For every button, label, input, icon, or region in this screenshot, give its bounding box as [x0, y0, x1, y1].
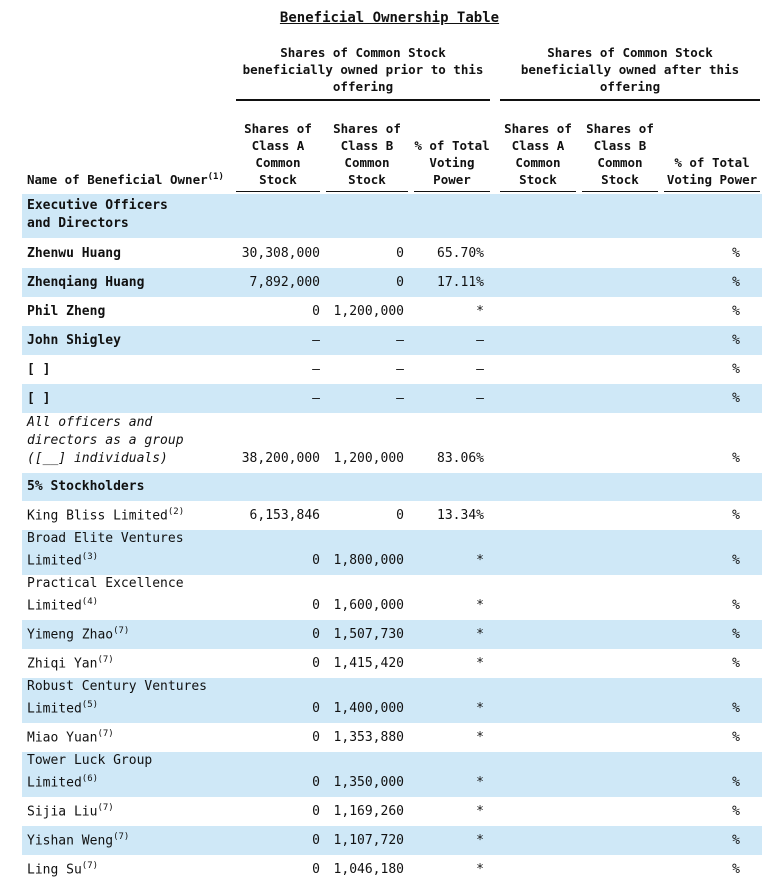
after-voting-power: %: [732, 304, 740, 319]
class-b-shares: 1,800,000: [333, 553, 404, 568]
after-voting-power: %: [732, 598, 740, 613]
table-row: [22, 194, 762, 238]
voting-power: *: [476, 304, 484, 319]
column-header-prior-voting: [414, 104, 490, 188]
table-body: [22, 194, 762, 884]
owner-name: [27, 622, 232, 644]
owner-header-note: (1): [207, 171, 224, 182]
table-row: [22, 326, 762, 355]
table-row: [22, 855, 762, 884]
group-header-prior: Shares of Common Stock beneficially owned prior to this offering: [242, 45, 484, 94]
voting-power: *: [476, 775, 484, 790]
after-voting-power: %: [732, 451, 740, 466]
footnote-ref: (7): [113, 625, 130, 636]
footnote-ref: (6): [81, 773, 99, 784]
voting-power: 83.06%: [437, 451, 484, 466]
after-voting-power: %: [732, 553, 740, 568]
owner-name-text: Phil Zheng: [27, 304, 106, 319]
column-header-after-class-b: [582, 104, 658, 188]
owner-name: [27, 651, 232, 673]
class-a-shares: 0: [312, 598, 320, 613]
owner-name: [27, 332, 232, 350]
class-a-shares: 38,200,000: [241, 451, 320, 466]
class-a-shares: —: [312, 362, 320, 377]
owner-name-text: King Bliss Limited: [27, 508, 168, 523]
after-voting-power: %: [732, 730, 740, 745]
voting-power: *: [476, 598, 484, 613]
class-a-shares: 0: [312, 701, 320, 716]
column-header-prior-class-a: [236, 104, 320, 188]
group-rule-after: [500, 99, 760, 101]
table-row: [22, 355, 762, 384]
column-header-owner: [27, 104, 227, 188]
prior-class-a-label: Shares of Class A Common Stock: [244, 121, 312, 187]
class-a-shares: —: [312, 391, 320, 406]
owner-name: [27, 274, 232, 292]
owner-name: [27, 478, 232, 496]
table-row: [22, 530, 762, 575]
owner-name-text: [ ]: [27, 391, 51, 406]
owner-name: [27, 575, 232, 615]
table-row: [22, 797, 762, 826]
after-voting-power: %: [732, 775, 740, 790]
after-voting-power: %: [732, 627, 740, 642]
owner-name: [27, 361, 232, 379]
class-b-shares: 1,169,260: [333, 804, 404, 819]
class-b-shares: —: [396, 333, 404, 348]
owner-name-text: Miao Yuan: [27, 730, 98, 745]
owner-name-text: 5% Stockholders: [27, 479, 145, 494]
after-voting-power: %: [732, 333, 740, 348]
table-row: [22, 297, 762, 326]
after-voting-power: %: [732, 701, 740, 716]
owner-name: [27, 390, 232, 408]
class-b-shares: 1,400,000: [333, 701, 404, 716]
footnote-ref: (3): [81, 551, 99, 562]
footnote-ref: (2): [167, 506, 185, 517]
class-b-shares: —: [396, 362, 404, 377]
after-voting-power: %: [732, 656, 740, 671]
owner-name: [27, 530, 232, 570]
after-voting-power: %: [732, 804, 740, 819]
owner-name-text: Executive Officers and Directors: [27, 198, 168, 231]
group-rule-prior: [236, 99, 490, 101]
class-a-shares: 0: [312, 730, 320, 745]
class-b-shares: 1,200,000: [333, 451, 404, 466]
class-b-shares: —: [396, 391, 404, 406]
after-voting-power: %: [732, 362, 740, 377]
voting-power: *: [476, 730, 484, 745]
column-header-after-voting: [664, 104, 760, 188]
owner-name: [27, 828, 232, 850]
class-a-shares: —: [312, 333, 320, 348]
owner-name-text: Robust Century Ventures Limited: [27, 678, 208, 716]
class-b-shares: 0: [396, 246, 404, 261]
table-row: [22, 752, 762, 797]
after-voting-power: %: [732, 275, 740, 290]
owner-name: [27, 678, 232, 718]
footnote-ref: (4): [81, 596, 99, 607]
footnote-ref: (5): [81, 699, 99, 710]
footnote-ref: (7): [81, 860, 99, 871]
footnote-ref: (7): [97, 654, 114, 665]
voting-power: *: [476, 656, 484, 671]
owner-name: [27, 752, 232, 792]
owner-name-text: [ ]: [27, 362, 51, 377]
class-a-shares: 0: [312, 804, 320, 819]
owner-name-text: Yimeng Zhao: [27, 627, 114, 642]
class-a-shares: 30,308,000: [241, 246, 320, 261]
class-b-shares: 1,350,000: [333, 775, 404, 790]
table-row: [22, 575, 762, 620]
table-row: [22, 238, 762, 268]
owner-name: [27, 197, 232, 233]
class-a-shares: 0: [312, 553, 320, 568]
class-a-shares: 0: [312, 862, 320, 877]
voting-power: 13.34%: [437, 508, 484, 523]
after-voting-power: %: [732, 391, 740, 406]
voting-power: 65.70%: [437, 246, 484, 261]
after-voting-label: % of Total Voting Power: [666, 155, 758, 187]
after-voting-power: %: [732, 508, 740, 523]
class-b-shares: 1,046,180: [333, 862, 404, 877]
owner-name-text: Tower Luck Group Limited: [27, 752, 153, 790]
voting-power: —: [476, 362, 484, 377]
owner-name: [27, 799, 232, 821]
after-voting-power: %: [732, 246, 740, 261]
prior-voting-label: % of Total Voting Power: [414, 138, 490, 187]
owner-name-text: John Shigley: [27, 333, 121, 348]
voting-power: *: [476, 553, 484, 568]
after-voting-power: %: [732, 862, 740, 877]
owner-name: [27, 725, 232, 747]
owner-name-text: Practical Excellence Limited: [27, 575, 184, 613]
owner-name-text: Zhenqiang Huang: [27, 275, 145, 290]
owner-header-label: Name of Beneficial Owner: [27, 172, 208, 187]
owner-name-text: Ling Su: [27, 862, 82, 877]
footnote-ref: (7): [97, 802, 114, 813]
voting-power: *: [476, 627, 484, 642]
table-row: [22, 413, 762, 473]
table-row: [22, 268, 762, 297]
table-row: [22, 678, 762, 723]
owner-name-text: All officers and directors as a group ([__] individuals): [27, 415, 184, 466]
voting-power: *: [476, 701, 484, 716]
footnote-ref: (7): [113, 831, 130, 842]
class-a-shares: 0: [312, 775, 320, 790]
table-row: [22, 384, 762, 413]
column-header-prior-class-b: [326, 104, 408, 188]
class-b-shares: 1,600,000: [333, 598, 404, 613]
voting-power: 17.11%: [437, 275, 484, 290]
prior-class-b-label: Shares of Class B Common Stock: [333, 121, 401, 187]
table-row: [22, 501, 762, 530]
table-row: [22, 723, 762, 752]
voting-power: *: [476, 833, 484, 848]
class-a-shares: 0: [312, 627, 320, 642]
after-voting-power: %: [732, 833, 740, 848]
class-b-shares: 0: [396, 508, 404, 523]
voting-power: —: [476, 333, 484, 348]
class-a-shares: 0: [312, 833, 320, 848]
after-class-a-label: Shares of Class A Common Stock: [504, 121, 572, 187]
table-row: [22, 473, 762, 501]
owner-name-text: Zhiqi Yan: [27, 656, 98, 671]
owner-name: [27, 414, 232, 468]
table-row: [22, 826, 762, 855]
owner-name: [27, 857, 232, 879]
class-a-shares: 6,153,846: [249, 508, 320, 523]
class-b-shares: 1,107,720: [333, 833, 404, 848]
owner-name-text: Yishan Weng: [27, 833, 114, 848]
class-a-shares: 0: [312, 304, 320, 319]
group-header-after: Shares of Common Stock beneficially owned after this offering: [520, 45, 740, 94]
class-a-shares: 0: [312, 656, 320, 671]
owner-name: [27, 503, 232, 525]
footnote-ref: (7): [97, 728, 114, 739]
owner-name-text: Broad Elite Ventures Limited: [27, 530, 184, 568]
class-a-shares: 7,892,000: [249, 275, 320, 290]
class-b-shares: 1,353,880: [333, 730, 404, 745]
voting-power: *: [476, 804, 484, 819]
class-b-shares: 1,415,420: [333, 656, 404, 671]
class-b-shares: 1,507,730: [333, 627, 404, 642]
class-b-shares: 1,200,000: [333, 304, 404, 319]
after-class-b-label: Shares of Class B Common Stock: [586, 121, 654, 187]
column-header-after-class-a: [500, 104, 576, 188]
class-b-shares: 0: [396, 275, 404, 290]
owner-name: [27, 303, 232, 321]
table-row: [22, 620, 762, 649]
table-row: [22, 649, 762, 678]
table-title: Beneficial Ownership Table: [279, 10, 500, 26]
voting-power: —: [476, 391, 484, 406]
owner-name-text: Zhenwu Huang: [27, 246, 121, 261]
voting-power: *: [476, 862, 484, 877]
owner-name: [27, 245, 232, 263]
owner-name-text: Sijia Liu: [27, 804, 98, 819]
